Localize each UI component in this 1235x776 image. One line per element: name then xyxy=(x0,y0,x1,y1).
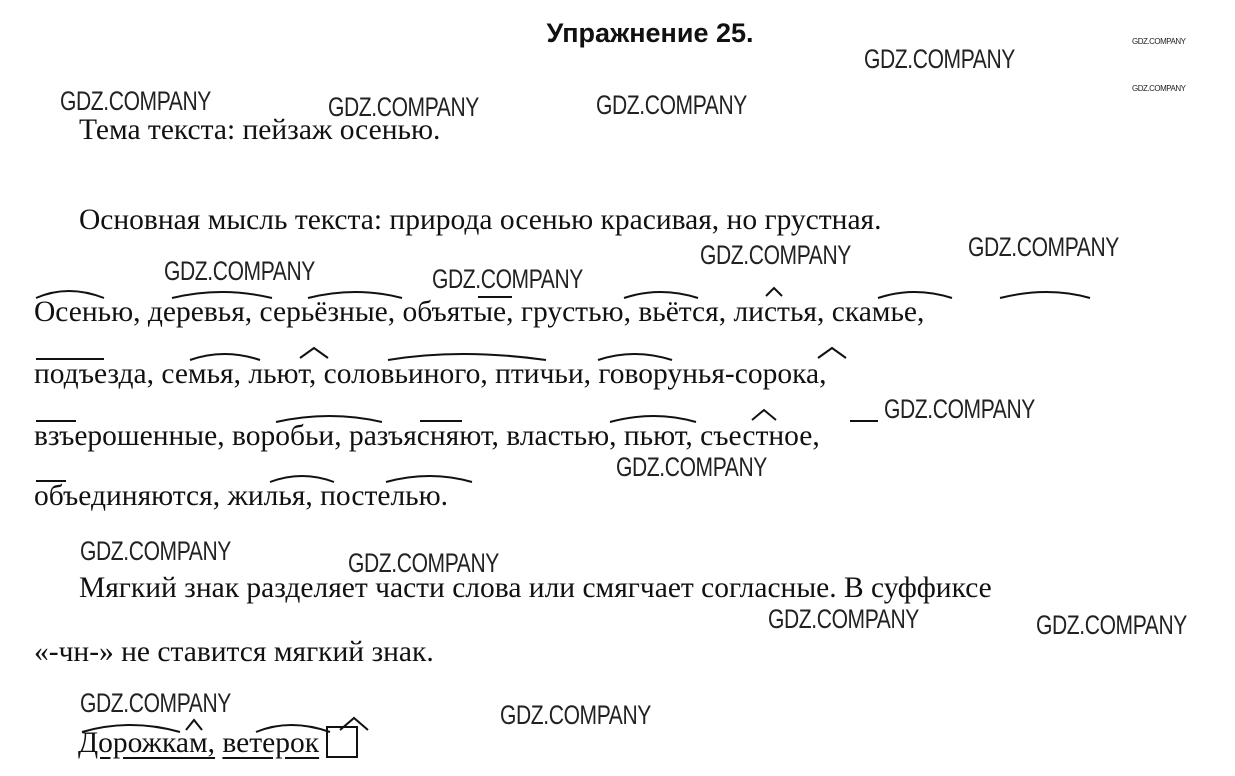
watermark: GDZ.COMPANY xyxy=(1132,37,1186,46)
zero-ending-box xyxy=(326,726,358,758)
watermark: GDZ.COMPANY xyxy=(596,90,747,120)
watermark: GDZ.COMPANY xyxy=(80,536,231,566)
root-arc xyxy=(1000,292,1090,298)
root-arc xyxy=(818,348,846,358)
text-main-idea: Основная мысль текста: природа осенью красивая, но грустная. xyxy=(79,204,882,236)
watermark: GDZ.COMPANY xyxy=(968,232,1119,262)
watermark: GDZ.COMPANY xyxy=(500,700,651,730)
words-line-3: взъерошенные, воробьи, разъясняют, властью, пьют, съестное, xyxy=(34,420,820,452)
analysis-word-1: Дорожкам, xyxy=(78,727,216,759)
text-theme: Тема текста: пейзаж осенью. xyxy=(79,114,441,146)
analysis-word-2: ветерок xyxy=(222,727,320,759)
watermark: GDZ.COMPANY xyxy=(884,394,1035,424)
watermark: GDZ.COMPANY xyxy=(80,688,231,718)
watermark: GDZ.COMPANY xyxy=(1036,610,1187,640)
watermark: GDZ.COMPANY xyxy=(432,264,583,294)
root-arc xyxy=(752,410,776,420)
root-arc xyxy=(766,288,782,296)
watermark: GDZ.COMPANY xyxy=(164,256,315,286)
word-analysis xyxy=(78,726,358,760)
words-line-4: объединяются, жилья, постелью. xyxy=(34,480,449,512)
words-line-1: Осенью, деревья, серьёзные, объятые, грустью, вьётся, листья, скамье, xyxy=(34,296,925,328)
watermark: GDZ.COMPANY xyxy=(768,604,919,634)
watermark: GDZ.COMPANY xyxy=(1132,84,1186,93)
words-line-2: подъезда, семья, льют, соловьиного, птичьи, говорунья-сорока, xyxy=(34,358,827,390)
watermark: GDZ.COMPANY xyxy=(60,86,211,116)
page-title: Упражнение 25. xyxy=(546,18,754,48)
watermark: GDZ.COMPANY xyxy=(700,240,851,270)
watermark: GDZ.COMPANY xyxy=(328,92,479,122)
root-arc xyxy=(300,348,328,358)
watermark: GDZ.COMPANY xyxy=(864,44,1015,74)
rule-line-1: Мягкий знак разделяет части слова или смягчает согласные. В суффиксе xyxy=(79,572,992,604)
watermark: GDZ.COMPANY xyxy=(616,452,767,482)
rule-line-2: «-чн-» не ставится мягкий знак. xyxy=(34,636,434,668)
watermark: GDZ.COMPANY xyxy=(348,548,499,578)
